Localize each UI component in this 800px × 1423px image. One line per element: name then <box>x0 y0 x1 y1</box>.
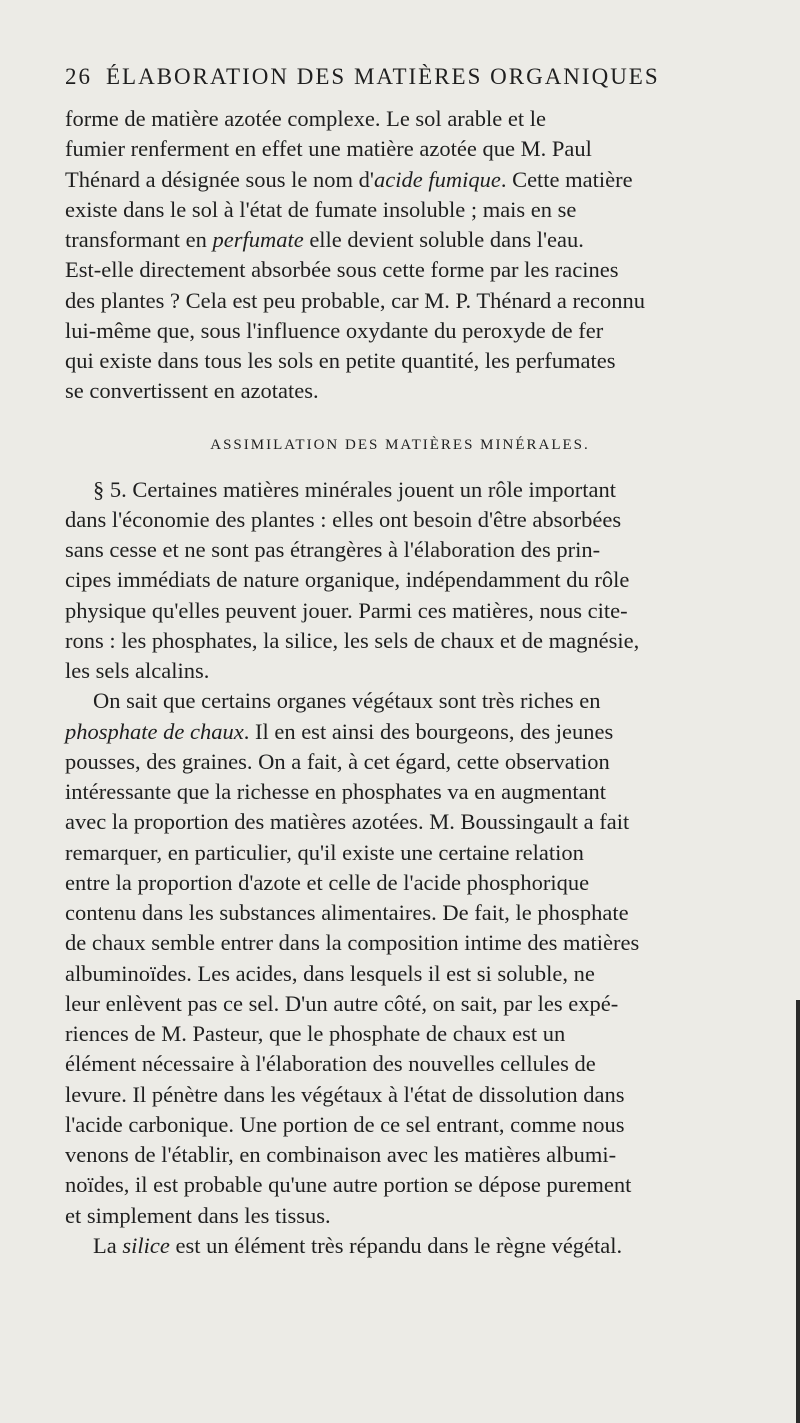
page-number: 26 <box>65 64 92 89</box>
text-line: entre la proportion d'azote et celle de l'acide phosphorique <box>65 869 590 895</box>
text-line: leur enlèvent pas ce sel. D'un autre côté, on sait, par les expé- <box>65 990 619 1016</box>
text-line: se convertissent en azotates. <box>65 378 319 404</box>
text-line: pousses, des graines. On a fait, à cet égard, cette observation <box>65 748 610 774</box>
text-line: qui existe dans tous les sols en petite quantité, les perfumates <box>65 348 616 373</box>
text-line: riences de M. Pasteur, que le phosphate de chaux est un <box>65 1021 566 1046</box>
text-line: intéressante que la richesse en phosphates va en augmentant <box>65 779 607 804</box>
text-line: La silice est un élément très répandu dans le règne végétal. <box>93 1232 623 1258</box>
text-line: contenu dans les substances alimentaires. De fait, le phosphate <box>65 900 629 925</box>
running-header <box>65 64 735 94</box>
text-line: de chaux semble entrer dans la composition intime des matières <box>65 930 640 956</box>
text-line: fumier renferment en effet une matière azotée que M. Paul <box>65 136 592 162</box>
text-line: albuminoïdes. Les acides, dans lesquels il est si soluble, ne <box>65 960 595 986</box>
text-line: On sait que certains organes végétaux sont très riches en <box>93 688 601 714</box>
text-line: venons de l'établir, en combinaison avec les matières albumi- <box>65 1142 617 1167</box>
italic-term-silice: silice <box>122 1232 170 1258</box>
text-line: sans cesse et ne sont pas étrangères à l'élaboration des prin- <box>65 537 601 562</box>
text-line: levure. Il pénètre dans les végétaux à l'état de dissolution dans <box>65 1081 625 1107</box>
text-line: noïdes, il est probable qu'une autre portion se dépose purement <box>65 1172 632 1198</box>
text-line: cipes immédiats de nature organique, indépendamment du rôle <box>65 567 630 593</box>
text-line: élément nécessaire à l'élaboration des nouvelles cellules de <box>65 1051 596 1077</box>
text-line: Est-elle directement absorbée sous cette forme par les racines <box>65 257 619 283</box>
text-line: lui-même que, sous l'influence oxydante du peroxyde de fer <box>65 317 604 343</box>
text-line: dans l'économie des plantes : elles ont besoin d'être absorbées <box>65 506 622 532</box>
text-line: avec la proportion des matières azotées. M. Boussingault a fait <box>65 809 630 835</box>
text-line: phosphate de chaux. Il en est ainsi des bourgeons, des jeunes <box>65 718 614 744</box>
running-title: ÉLABORATION DES MATIÈRES ORGANIQUES <box>106 64 660 89</box>
text-line: transformant en perfumate elle devient soluble dans l'eau. <box>65 227 584 252</box>
text-line: Thénard a désignée sous le nom d'acide fumique. Cette matière <box>65 166 633 192</box>
text-line: physique qu'elles peuvent jouer. Parmi ces matières, nous cite- <box>65 597 628 623</box>
text-line: § 5. Certaines matières minérales jouent un rôle important <box>93 476 616 502</box>
text-line: l'acide carbonique. Une portion de ce sel entrant, comme nous <box>65 1111 625 1137</box>
text-line: rons : les phosphates, la silice, les sels de chaux et de magnésie, <box>65 627 640 653</box>
text-line: forme de matière azotée complexe. Le sol arable et le <box>65 106 546 131</box>
text-line: existe dans le sol à l'état de fumate insoluble ; mais en se <box>65 196 577 222</box>
italic-term-phosphate-de-chaux: phosphate de chaux <box>65 718 244 744</box>
page-body <box>65 104 735 1261</box>
italic-term-perfumate: perfumate <box>212 227 304 252</box>
text-line: et simplement dans les tissus. <box>65 1202 331 1228</box>
text-line: les sels alcalins. <box>65 658 210 683</box>
text-line: des plantes ? Cela est peu probable, car M. P. Thénard a reconnu <box>65 287 646 313</box>
page-edge-shadow <box>796 1000 800 1423</box>
section-title: ASSIMILATION DES MATIÈRES MINÉRALES. <box>210 436 590 453</box>
text-line: remarquer, en particulier, qu'il existe une certaine relation <box>65 839 584 865</box>
italic-term-acide-fumique: acide fumique <box>373 166 501 192</box>
